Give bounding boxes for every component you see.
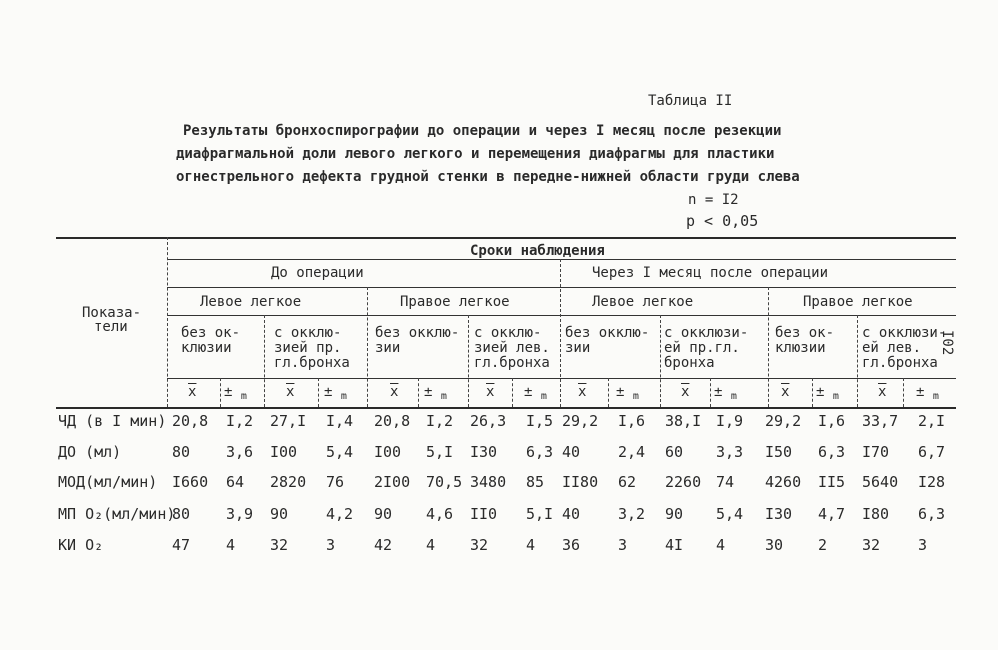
vline-m-6 [710,378,711,407]
table-cell: 32 [470,536,489,554]
right-lung-header-1: Правое легкое [400,294,510,310]
table-cell: 4 [426,536,436,554]
table-cell: 4,2 [326,505,354,523]
subgroup-6-line-2: ей пр.гл. [664,340,740,356]
vline-lung-1 [367,287,368,407]
rule-header-4 [167,378,956,379]
table-cell: 80 [172,443,191,461]
pm-m-symbol: ± $_m$ [424,384,447,402]
p-label: p < 0,05 [686,212,759,230]
table-cell: 32 [270,536,289,554]
table-cell: 3,6 [226,443,254,461]
table-cell: 5,4 [716,505,744,523]
page-number: I02 [939,330,955,356]
subgroup-2-line-3: гл.бронха [274,355,350,371]
table-cell: I28 [918,473,946,491]
table-cell: II5 [818,473,846,491]
n-label: n = I2 [688,192,739,208]
table-cell: 33,7 [862,412,899,430]
table-cell: I50 [765,443,793,461]
vline-lung-2 [768,287,769,407]
left-lung-header-1: Левое легкое [200,294,302,310]
table-cell: 3480 [470,473,507,491]
table-cell: 5,I [426,443,454,461]
pm-m-symbol: ± $_m$ [714,384,737,402]
table-cell: 3,2 [618,505,646,523]
subgroup-1-line-2: клюзии [181,340,232,356]
mean-symbol: $\overline{x}$ [578,384,587,400]
before-surgery-header: До операции [271,265,364,281]
mean-symbol: $\overline{x}$ [390,384,399,400]
table-cell: I,2 [226,412,254,430]
after-month-header: Через I месяц после операции [592,265,829,281]
subgroup-6-line-3: бронха [664,355,715,371]
rule-header-2 [167,287,956,288]
row-label: МП O₂(мл/мин) [58,505,176,523]
table-cell: 47 [172,536,191,554]
table-cell: I,6 [618,412,646,430]
mean-symbol: $\overline{x}$ [286,384,295,400]
table-cell: I,5 [526,412,554,430]
subgroup-1-line-1: без ок- [181,325,241,341]
rule-header-3 [167,315,956,316]
vline-m-1 [220,378,221,407]
vline-m-4 [512,378,513,407]
table-cell: 6,7 [918,443,946,461]
table-cell: 5,I [526,505,554,523]
table-cell: I00 [270,443,298,461]
subgroup-3-line-2: зии [375,340,401,356]
table-cell: 3 [618,536,628,554]
indicators-header-2: тели [94,319,128,335]
vline-sub-4 [857,315,858,407]
table-cell: II80 [562,473,599,491]
table-cell: I70 [862,443,890,461]
table-cell: 3,9 [226,505,254,523]
table-cell: 70,5 [426,473,463,491]
table-cell: I30 [470,443,498,461]
rule-header-1 [167,259,956,260]
table-cell: 2,4 [618,443,646,461]
table-cell: 26,3 [470,412,507,430]
vline-m-3 [418,378,419,407]
table-cell: 4 [716,536,726,554]
vline-sub-3 [660,315,661,407]
table-cell: 74 [716,473,735,491]
subgroup-2-line-1: с окклю- [274,325,342,341]
subgroup-8-line-1: с окклюзи- [862,325,947,341]
table-cell: 20,8 [374,412,411,430]
table-cell: 90 [665,505,684,523]
row-label: КИ O₂ [58,536,104,554]
pm-m-symbol: ± $_m$ [916,384,939,402]
table-cell: 85 [526,473,545,491]
table-cell: 4I [665,536,684,554]
table-cell: 3,3 [716,443,744,461]
row-label: ЧД (в I мин) [58,412,167,430]
pm-m-symbol: ± $_m$ [524,384,547,402]
table-cell: 40 [562,443,581,461]
mean-symbol: $\overline{x}$ [781,384,790,400]
mean-symbol: $\overline{x}$ [681,384,690,400]
subgroup-8-line-3: гл.бронха [862,355,938,371]
table-cell: 90 [374,505,393,523]
mean-symbol: $\overline{x}$ [878,384,887,400]
vline-m-7 [812,378,813,407]
table-cell: 60 [665,443,684,461]
table-cell: 6,3 [918,505,946,523]
subgroup-4-line-1: с окклю- [474,325,542,341]
table-cell: I30 [765,505,793,523]
table-cell: 2820 [270,473,307,491]
right-lung-header-2: Правое легкое [803,294,913,310]
subgroup-4-line-2: зией лев. [474,340,550,356]
table-cell: II0 [470,505,498,523]
pm-m-symbol: ± $_m$ [324,384,347,402]
vline-m-2 [318,378,319,407]
table-cell: 29,2 [562,412,599,430]
subgroup-5-line-2: зии [565,340,591,356]
subgroup-4-line-3: гл.бронха [474,355,550,371]
table-cell: 20,8 [172,412,209,430]
row-label: МОД(мл/мин) [58,473,158,491]
table-cell: I,2 [426,412,454,430]
rule-top [56,237,956,239]
table-cell: 4 [526,536,536,554]
table-cell: 3 [918,536,928,554]
subgroup-7-line-1: без ок- [775,325,835,341]
table-cell: I00 [374,443,402,461]
title-line-2: диафрагмальной доли левого легкого и перемещения диафрагмы для пластики [176,146,775,162]
vline-indicators [167,237,168,407]
table-cell: 2,I [918,412,946,430]
subgroup-2-line-2: зией пр. [274,340,342,356]
pm-m-symbol: ± $_m$ [224,384,247,402]
table-cell: I,9 [716,412,744,430]
table-label: Таблица II [648,93,733,109]
table-cell: 62 [618,473,637,491]
table-cell: 6,3 [818,443,846,461]
table-cell: 29,2 [765,412,802,430]
pm-m-symbol: ± $_m$ [616,384,639,402]
table-cell: 38,I [665,412,702,430]
title-line-1: Результаты бронхоспирографии до операции и через I месяц после резекции [183,123,782,139]
table-cell: 64 [226,473,245,491]
subgroup-5-line-1: без окклю- [565,325,650,341]
table-cell: 36 [562,536,581,554]
row-label: ДО (мл) [58,443,122,461]
left-lung-header-2: Левое легкое [592,294,694,310]
observation-period-header: Сроки наблюдения [470,243,605,259]
table-cell: 2I00 [374,473,411,491]
table-cell: I,6 [818,412,846,430]
rule-body [56,407,956,409]
table-cell: 6,3 [526,443,554,461]
table-cell: 4 [226,536,236,554]
table-cell: 4,6 [426,505,454,523]
table-cell: 40 [562,505,581,523]
table-cell: 2260 [665,473,702,491]
mean-symbol: $\overline{x}$ [188,384,197,400]
table-cell: 80 [172,505,191,523]
table-cell: 90 [270,505,289,523]
table-cell: 27,I [270,412,307,430]
subgroup-8-line-2: ей лев. [862,340,922,356]
table-cell: 5,4 [326,443,354,461]
pm-m-symbol: ± $_m$ [816,384,839,402]
table-cell: 4260 [765,473,802,491]
table-cell: 76 [326,473,345,491]
vline-sub-2 [468,315,469,407]
table-cell: I660 [172,473,209,491]
title-line-3: огнестрельного дефекта грудной стенки в передне-нижней области груди слева [176,169,800,185]
mean-symbol: $\overline{x}$ [486,384,495,400]
table-cell: I80 [862,505,890,523]
table-cell: 3 [326,536,336,554]
vline-m-5 [608,378,609,407]
table-cell: 5640 [862,473,899,491]
table-cell: I,4 [326,412,354,430]
indicators-header-1: Показа- [82,305,142,321]
table-cell: 42 [374,536,393,554]
table-cell: 2 [818,536,828,554]
subgroup-3-line-1: без окклю- [375,325,460,341]
subgroup-7-line-2: клюзии [775,340,826,356]
subgroup-6-line-1: с окклюзи- [664,325,749,341]
table-cell: 4,7 [818,505,846,523]
vline-sub-1 [264,315,265,407]
vline-m-8 [903,378,904,407]
table-cell: 30 [765,536,784,554]
table-cell: 32 [862,536,881,554]
vline-period [560,259,561,407]
